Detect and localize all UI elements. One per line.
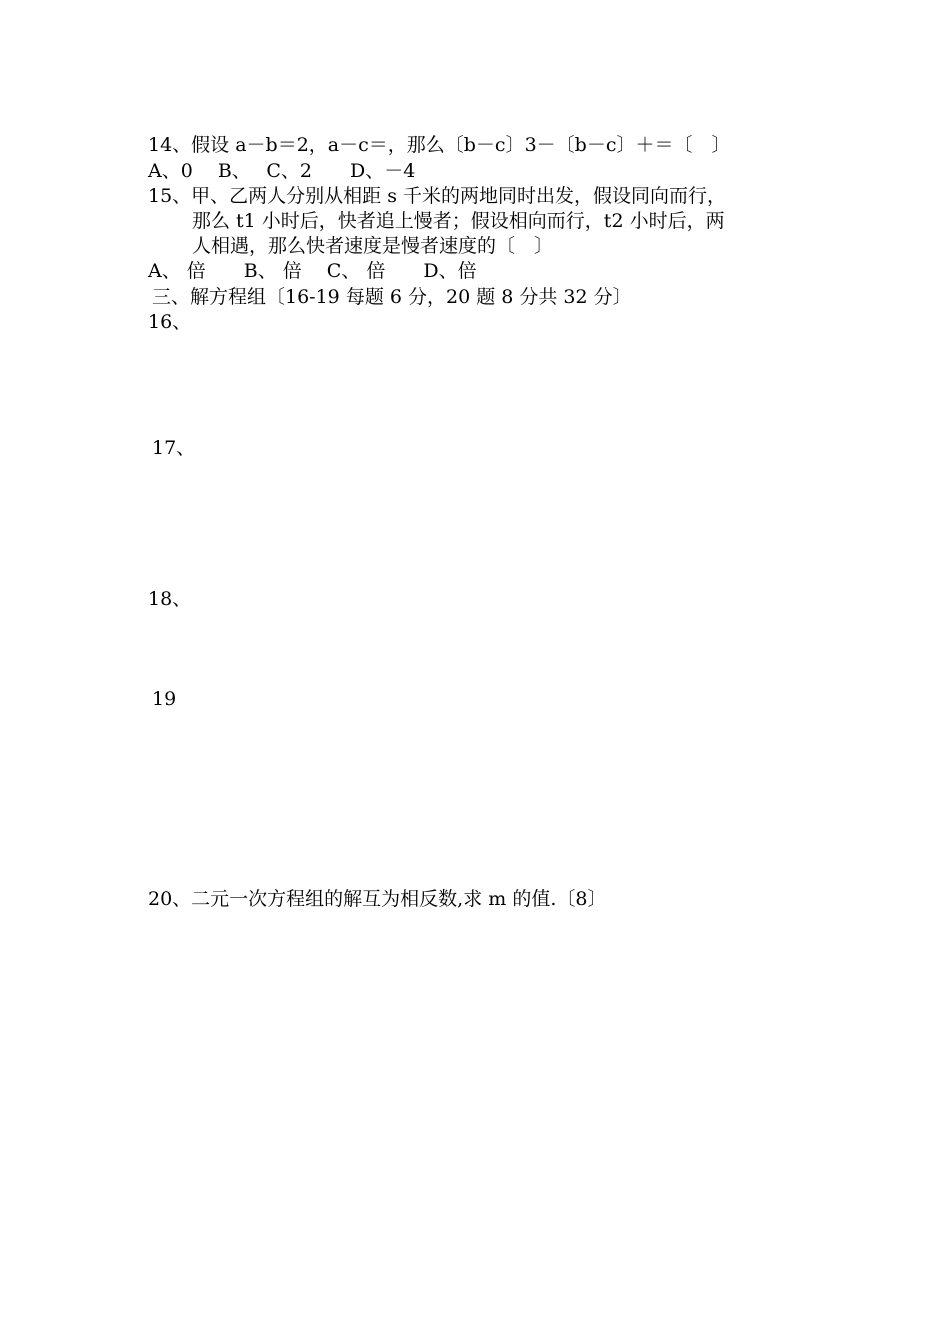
question-17-label: 17、: [152, 437, 196, 459]
question-14-stem: 14、假设 a－b＝2，a－c＝，那么〔b－c〕3－〔b－c〕＋＝〔 〕: [148, 134, 731, 156]
question-18-label: 18、: [148, 588, 192, 610]
question-20-text: 20、二元一次方程组的解互为相反数,求 m 的值.〔8〕: [148, 888, 607, 910]
question-15-options: A、 倍 B、 倍 C、 倍 D、倍: [148, 260, 477, 282]
question-19-label: 19: [152, 688, 177, 710]
question-14-options: A、0 B、 C、2 D、－4: [148, 160, 416, 182]
question-15-line-3: 人相遇，那么快者速度是慢者速度的〔 〕: [192, 235, 554, 257]
question-15-line-1: 15、甲、乙两人分别从相距 s 千米的两地同时出发，假设同向而行，: [148, 185, 727, 207]
question-15-line-2: 那么 t1 小时后，快者追上慢者；假设相向而行，t2 小时后，两: [192, 210, 725, 232]
question-16-label: 16、: [148, 311, 192, 333]
section-3-title: 三、解方程组〔16-19 每题 6 分，20 题 8 分共 32 分〕: [152, 286, 632, 308]
